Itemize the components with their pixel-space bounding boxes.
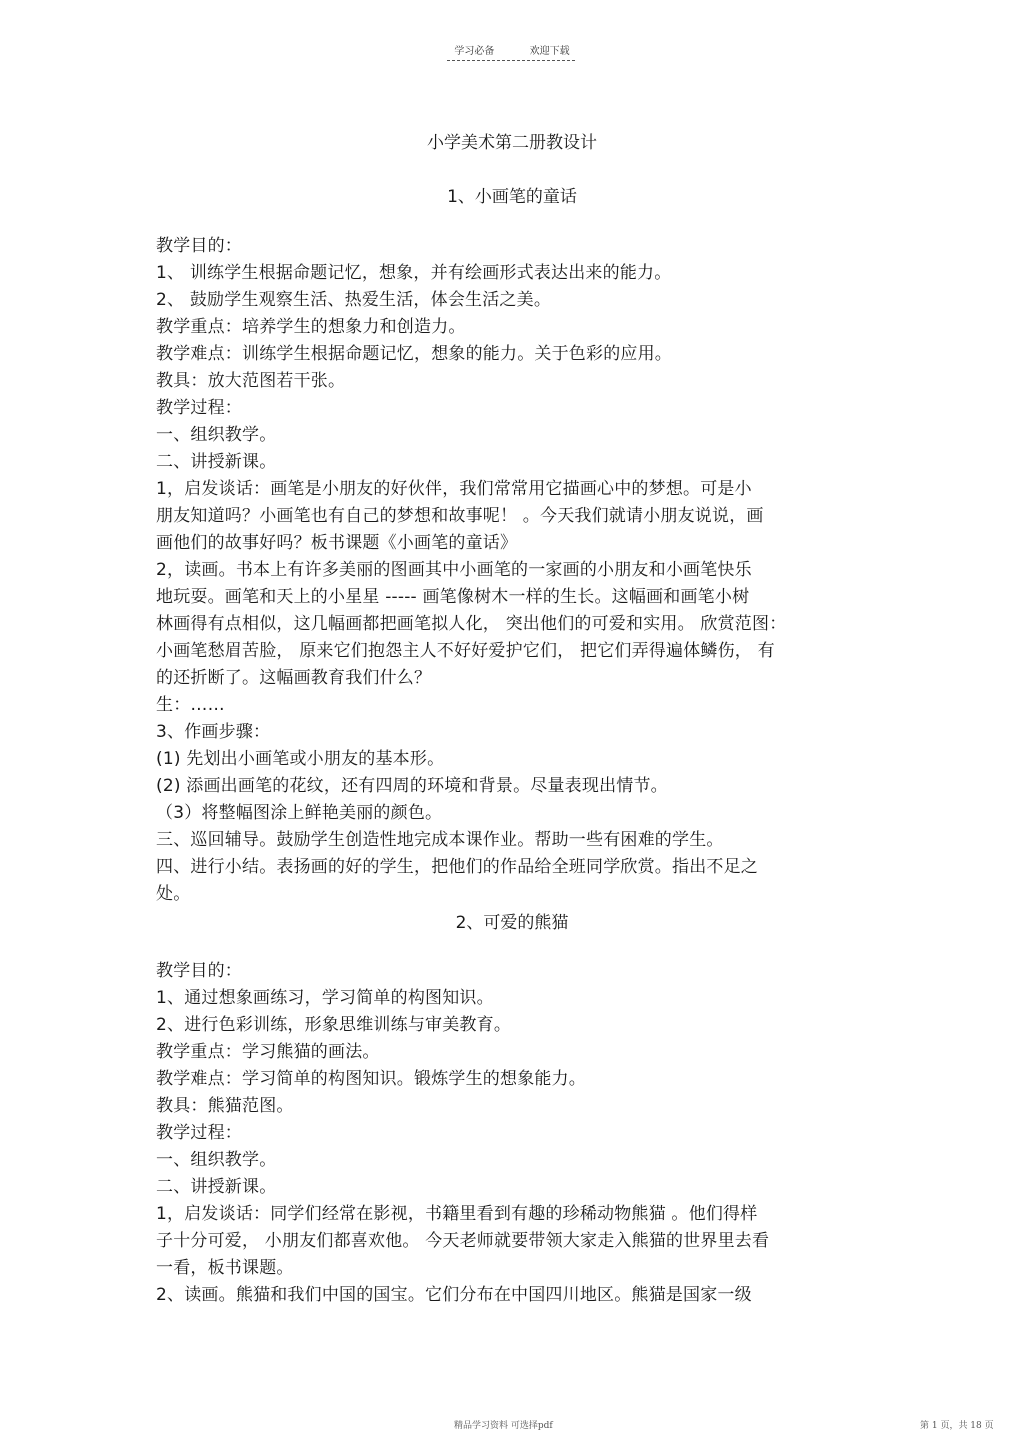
text-line: 教具：熊猫范图。 [156,1096,294,1116]
text-line: 一、组织教学。 [156,1150,277,1170]
text-line: 教学难点：学习简单的构图知识。锻炼学生的想象能力。 [156,1069,586,1089]
text-line: 教具：放大范图若干张。 [156,371,346,391]
text-line: 一看，板书课题。 [156,1258,294,1278]
text-line: 林画得有点相似，这几幅画都把画笔拟人化， 突出他们的可爱和实用。 欣赏范图： [156,614,787,634]
text-line: 1、 训练学生根据命题记忆，想象，并有绘画形式表达出来的能力。 [156,263,672,283]
text-line: 二、讲授新课。 [156,1177,277,1197]
header-right-text: 欢迎下载 [529,46,570,57]
lesson2-body [156,958,872,1309]
text-line: 的还折断了。这幅画教育我们什么？ [156,668,432,688]
text-line: 2、读画。熊猫和我们中国的国宝。它们分布在中国四川地区。熊猫是国家一级 [156,1285,752,1305]
footer-page-number: 第 1 页，共 18 页 [920,1421,994,1431]
footer-source-text: 精品学习资料 可选择pdf [454,1421,553,1431]
header-divider [447,60,575,61]
text-line: 子十分可爱， 小朋友们都喜欢他。 今天老师就要带领大家走入熊猫的世界里去看 [156,1231,770,1251]
text-line: 1，启发谈话：同学们经常在影视，书籍里看到有趣的珍稀动物熊猫 。他们得样 [156,1204,758,1224]
text-line: 2，读画。书本上有许多美丽的图画其中小画笔的一家画的小朋友和小画笔快乐 [156,560,752,580]
text-line: 2、进行色彩训练，形象思维训练与审美教育。 [156,1015,512,1035]
text-line: 朋友知道吗？小画笔也有自己的梦想和故事呢！ 。今天我们就请小朋友说说，画 [156,506,764,526]
lesson2-title: 2、可爱的熊猫 [455,913,569,933]
text-line: 三、巡回辅导。鼓励学生创造性地完成本课作业。帮助一些有困难的学生。 [156,830,724,850]
text-line: 3、作画步骤： [156,722,271,742]
text-line: 二、讲授新课。 [156,452,277,472]
text-line: (1) 先划出小画笔或小朋友的基本形。 [156,749,445,769]
text-line: 1，启发谈话：画笔是小朋友的好伙伴，我们常常用它描画心中的梦想。可是小 [156,479,752,499]
text-line: 2、 鼓励学生观察生活、热爱生活，体会生活之美。 [156,290,552,310]
lesson1-body [156,233,872,908]
text-line: 四、进行小结。表扬画的好的学生，把他们的作品给全班同学欣赏。指出不足之 [156,857,758,877]
lesson1-title: 1、小画笔的童话 [447,187,577,207]
text-line: 生：…… [156,695,225,715]
text-line: 地玩耍。画笔和天上的小星星 ----- 画笔像树木一样的生长。这幅画和画笔小树 [156,587,750,607]
text-line: 教学过程： [156,398,242,418]
text-line: 教学目的： [156,961,242,981]
text-line: 小画笔愁眉苦脸， 原来它们抱怨主人不好好爱护它们， 把它们弄得遍体鳞伤， 有 [156,641,775,661]
page-header [0,42,1024,57]
document-title: 小学美术第二册教设计 [427,133,597,153]
header-left-text: 学习必备 [454,46,495,57]
text-line: 教学过程： [156,1123,242,1143]
text-line: （3）将整幅图涂上鲜艳美丽的颜色。 [156,803,443,823]
text-line: 教学重点：培养学生的想象力和创造力。 [156,317,466,337]
text-line: 教学难点：训练学生根据命题记忆，想象的能力。关于色彩的应用。 [156,344,672,364]
text-line: (2) 添画出画笔的花纹，还有四周的环境和背景。尽量表现出情节。 [156,776,668,796]
text-line: 1、通过想象画练习，学习简单的构图知识。 [156,988,494,1008]
text-line: 教学目的： [156,236,242,256]
text-line: 处。 [156,884,191,904]
text-line: 教学重点：学习熊猫的画法。 [156,1042,380,1062]
text-line: 一、组织教学。 [156,425,277,445]
text-line: 画他们的故事好吗？板书课题《小画笔的童话》 [156,533,518,553]
